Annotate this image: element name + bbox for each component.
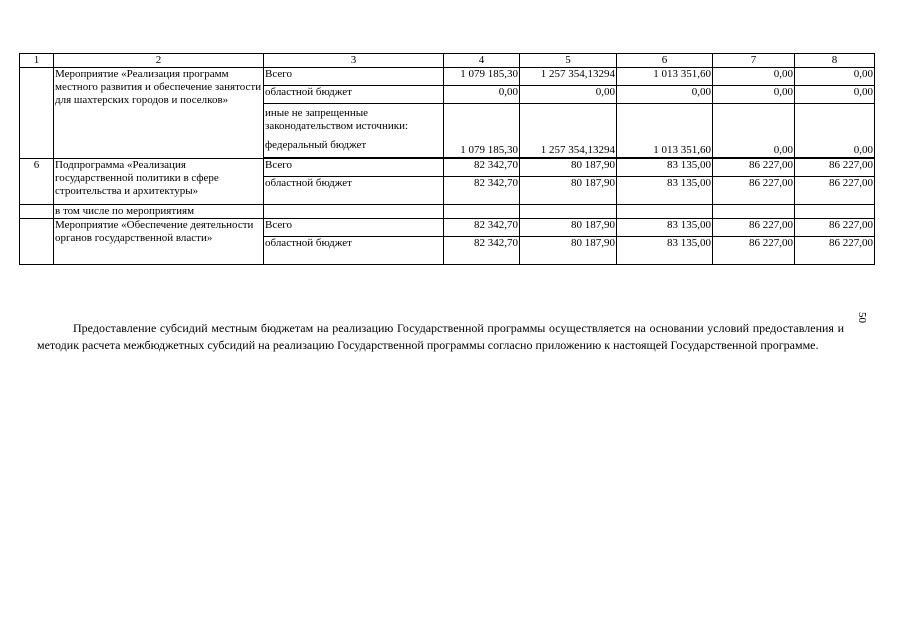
value-cell: 83 135,00	[617, 219, 713, 237]
value-cell: 86 227,00	[795, 159, 875, 177]
header-cell: 7	[713, 54, 795, 68]
value-cell: 0,00	[520, 86, 617, 104]
header-cell: 1	[20, 54, 54, 68]
table-row	[20, 68, 875, 86]
empty-cell	[264, 205, 444, 219]
source-label: областной бюджет	[264, 86, 444, 104]
row-number	[20, 205, 54, 219]
value-cell: 86 227,00	[713, 177, 795, 205]
value-cell: 82 342,70	[444, 219, 520, 237]
source-label: областной бюджет	[264, 237, 444, 265]
value-cell: 86 227,00	[713, 219, 795, 237]
value-cell: 80 187,90	[520, 237, 617, 265]
measure-name: Мероприятие «Обеспечение деятельности органов государственной власти»	[54, 219, 264, 265]
header-cell: 4	[444, 54, 520, 68]
table-row	[20, 159, 875, 177]
empty-cell	[520, 205, 617, 219]
value-cell: 0,00	[617, 86, 713, 104]
value-cell: 86 227,00	[713, 159, 795, 177]
value-cell: 83 135,00	[617, 237, 713, 265]
header-cell: 2	[54, 54, 264, 68]
header-cell: 6	[617, 54, 713, 68]
value-cell: 1 013 351,60	[617, 68, 713, 86]
header-row	[20, 54, 875, 68]
value-cell: 1 257 354,13294	[520, 68, 617, 86]
empty-cell	[795, 205, 875, 219]
value-cell: 1 013 351,60	[617, 104, 713, 158]
header-cell: 5	[520, 54, 617, 68]
table-row	[20, 205, 875, 219]
value-cell: 0,00	[795, 86, 875, 104]
value-cell: 0,00	[795, 104, 875, 158]
body-paragraph: Предоставление субсидий местным бюджетам на реализацию Государственной программы осуществляется на основании условий предоставления и методик расчета межбюджетных субсидий на реализацию Государственной программы согласно приложению к настоящей Государственной программе.	[37, 321, 844, 352]
source-label: областной бюджет	[264, 177, 444, 205]
value-cell: 0,00	[713, 86, 795, 104]
header-cell: 8	[795, 54, 875, 68]
value-cell: 1 079 185,30	[444, 68, 520, 86]
value-cell: 83 135,00	[617, 159, 713, 177]
value-cell: 0,00	[795, 68, 875, 86]
source-label: Всего	[264, 159, 444, 177]
source-label: федеральный бюджет	[265, 139, 367, 151]
value-cell: 1 079 185,30	[444, 104, 520, 158]
value-cell: 0,00	[713, 104, 795, 158]
value-cell: 0,00	[713, 68, 795, 86]
empty-cell	[713, 205, 795, 219]
header-cell: 3	[264, 54, 444, 68]
empty-cell	[617, 205, 713, 219]
page-number: 50	[856, 312, 868, 323]
source-label: Всего	[264, 219, 444, 237]
value-cell: 80 187,90	[520, 159, 617, 177]
value-cell: 1 257 354,13294	[520, 104, 617, 158]
including-label: в том числе по мероприятиям	[54, 205, 264, 219]
row-number	[20, 219, 54, 265]
value-cell: 80 187,90	[520, 177, 617, 205]
value-cell: 86 227,00	[795, 237, 875, 265]
source-label: Всего	[264, 68, 444, 86]
table-row	[20, 219, 875, 237]
value-cell: 82 342,70	[444, 159, 520, 177]
value-cell: 86 227,00	[795, 219, 875, 237]
measure-name: Мероприятие «Реализация программ местного развития и обеспечение занятости для шахтерских городов и поселков»	[54, 68, 264, 159]
value-cell: 80 187,90	[520, 219, 617, 237]
value-cell: 83 135,00	[617, 177, 713, 205]
source-label: иные не запрещенные законодательством источники:	[265, 107, 409, 132]
budget-table	[19, 53, 875, 265]
source-group-cell	[264, 104, 444, 158]
subprogram-name: Подпрограмма «Реализация государственной политики в сфере строительства и архитектуры»	[54, 159, 264, 205]
empty-cell	[444, 205, 520, 219]
row-number	[20, 68, 54, 159]
value-cell: 86 227,00	[713, 237, 795, 265]
value-cell: 86 227,00	[795, 177, 875, 205]
value-cell: 82 342,70	[444, 177, 520, 205]
row-number: 6	[20, 159, 54, 205]
value-cell: 82 342,70	[444, 237, 520, 265]
value-cell: 0,00	[444, 86, 520, 104]
